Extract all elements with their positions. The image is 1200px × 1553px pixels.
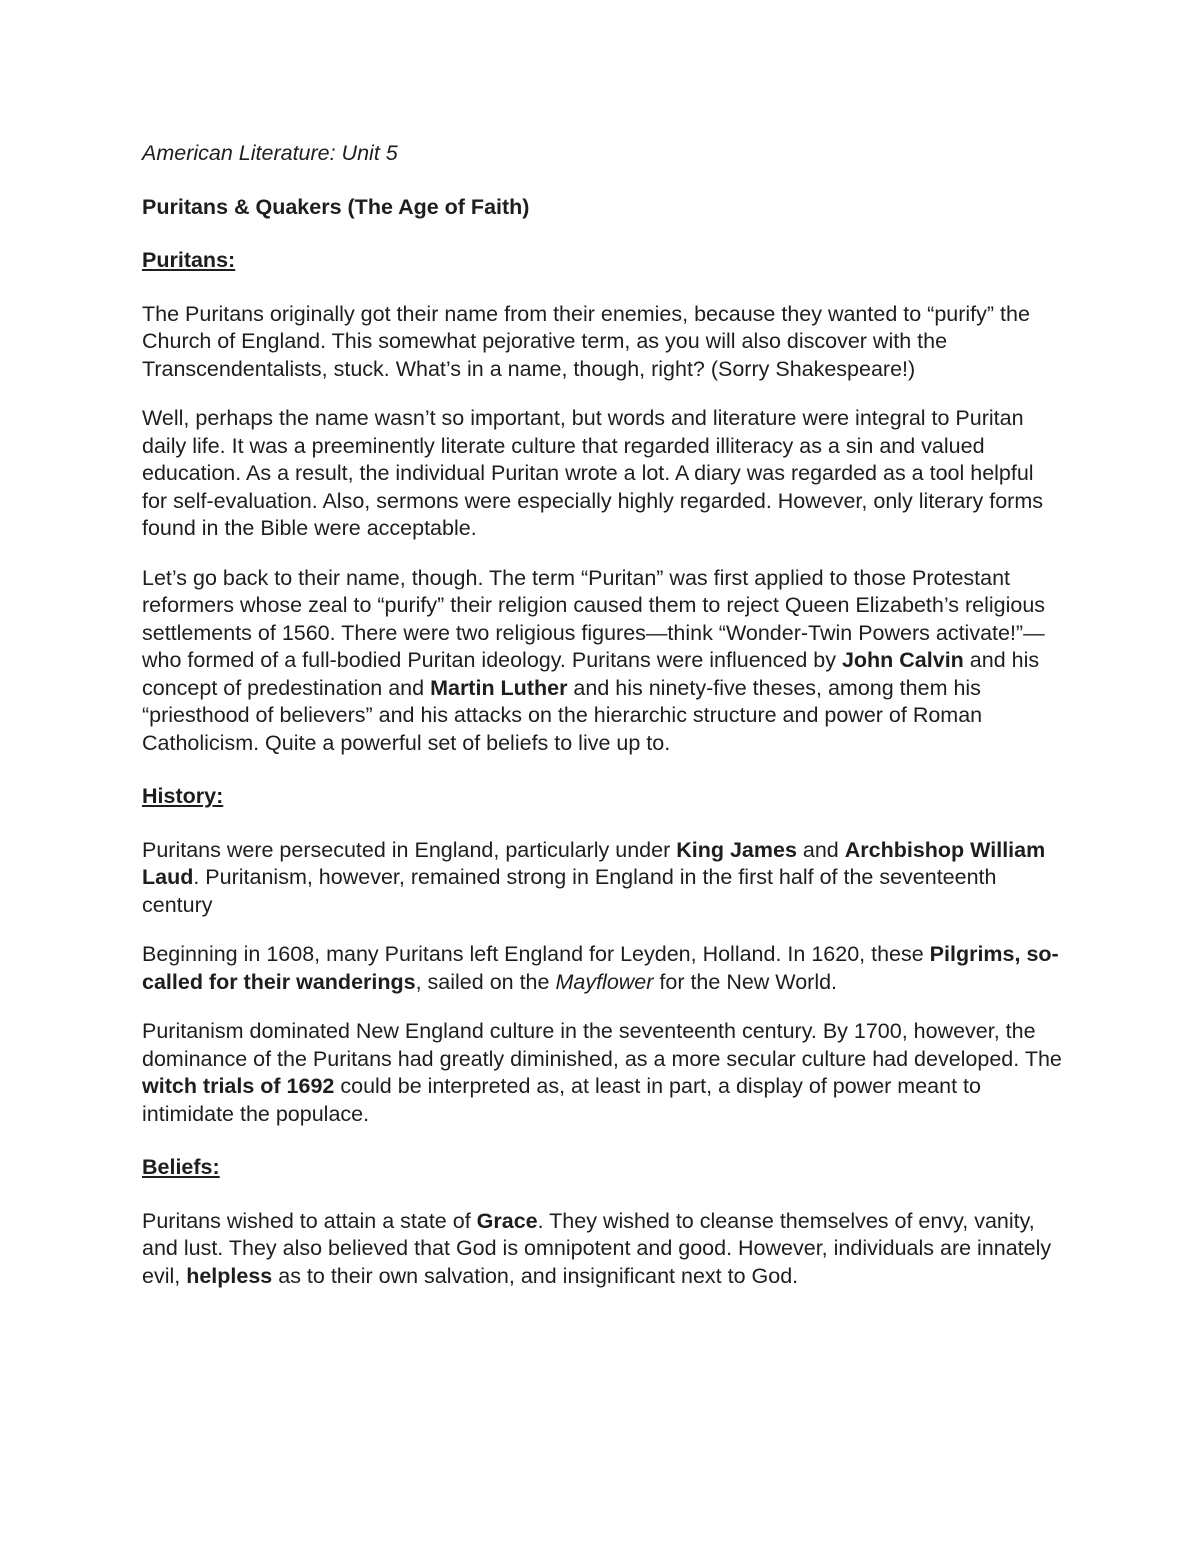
text-run: , sailed on the [415,969,556,994]
emphasis-italic: Mayflower [555,969,654,994]
document-page [142,128,1062,1290]
text-run: Puritans were persecuted in England, particularly under [142,837,677,862]
emphasis-bold: Pilgrims, so-called for their wanderings [142,942,1059,994]
text-run: Well, perhaps the name wasn’t so important, but words and literature were integral to Puritan daily life. It was a preeminently literate culture that regarded illiteracy as a sin and valued education. As a result, the individual Puritan wrote a lot. A diary was regarded as a tool helpful for self-evaluation. Also, sermons were especially highly regarded. However, only literary forms found in the Bible were acceptable. [142,406,1044,540]
paragraph [142,1018,1062,1128]
text-run: and his concept of predestination and [142,648,1040,700]
text-run: Puritanism dominated New England culture in the seventeenth century. By 1700, however, the dominance of the Puritans had greatly diminished, as a more secular culture had developed. The [142,1019,1062,1071]
section-heading-history: History: [142,784,224,808]
text-run: Puritans wished to attain a state of [142,1208,477,1233]
text-run: Beginning in 1608, many Puritans left England for Leyden, Holland. In 1620, these [142,942,930,966]
paragraph [142,837,1062,920]
emphasis-bold: Archbishop William Laud [142,837,1046,889]
text-run: The Puritans originally got their name from their enemies, because they wanted to “purify” the Church of England. This somewhat pejorative term, as you will also discover with the Transcendentalists, stuck. What’s in a name, though, right? (Sorry Shakespeare!) [142,301,1030,381]
section-beliefs [142,1154,1062,1290]
text-run: for the New World. [653,969,838,994]
emphasis-bold: Martin Luther [430,675,568,700]
paragraph [142,565,1062,758]
emphasis-bold: helpless [186,1263,273,1288]
emphasis-bold: King James [676,837,797,862]
emphasis-bold: Grace [476,1208,538,1233]
paragraph [142,941,1062,996]
document-title: Puritans & Quakers (The Age of Faith) [142,194,530,219]
section-puritans [142,247,1062,757]
paragraph [142,1208,1062,1291]
emphasis-bold: witch trials of 1692 [142,1074,335,1098]
text-run: Let’s go back to their name, though. The term “Puritan” was first applied to those Protestant reformers whose zeal to “purify” their religion caused them to reject Queen Elizabeth’s religious settlements of 1560. There were two religious figures—think “Wonder-Twin Powers activate!”—who formed of a full-bodied Puritan ideology. Puritans were influenced by [142,565,1046,672]
text-run: . Puritanism, however, remained strong in England in the first half of the seventeenth century [142,865,997,917]
paragraph [142,301,1062,384]
course-label: American Literature: Unit 5 [142,141,398,165]
text-run: could be interpreted as, at least in part, a display of power meant to intimidate the populace. [142,1074,981,1126]
section-heading-puritans: Puritans: [142,248,236,272]
text-run: and his ninety-five theses, among them his “priesthood of believers” and his attacks on the hierarchic structure and power of Roman Catholicism. Quite a powerful set of beliefs to live up to. [142,675,983,755]
section-heading-beliefs: Beliefs: [142,1155,220,1179]
section-history [142,783,1062,1128]
text-run: and [796,837,845,862]
paragraph [142,405,1062,543]
text-run: as to their own salvation, and insignificant next to God. [272,1263,799,1288]
text-run: . They wished to cleanse themselves of envy, vanity, and lust. They also believed that God is omnipotent and good. However, individuals are innately evil, [142,1208,1052,1288]
emphasis-bold: John Calvin [841,648,964,672]
